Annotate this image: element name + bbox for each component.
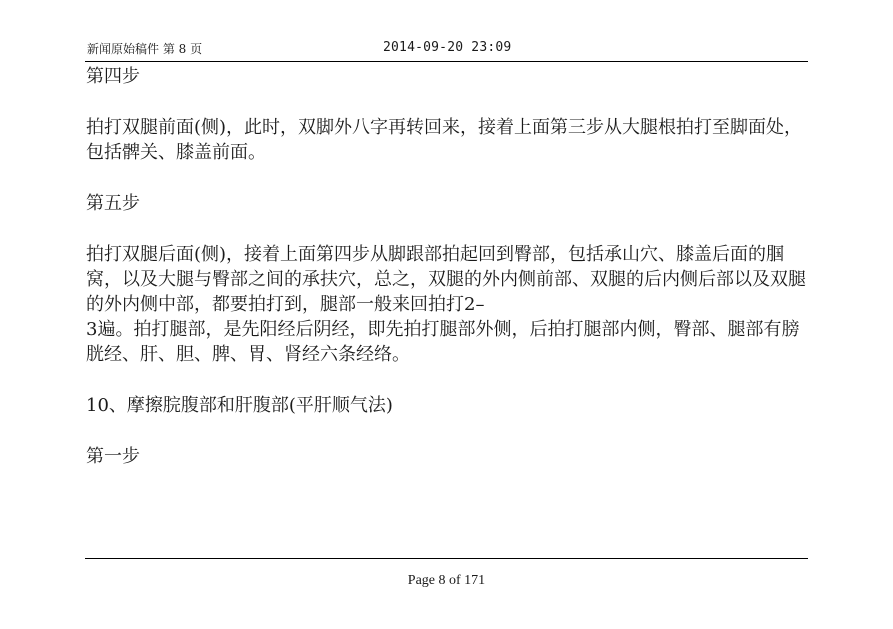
step4-heading: 第四步 — [86, 66, 140, 87]
step5-paragraph: 拍打双腿后面(侧)，接着上面第四步从脚跟部拍起回到臀部，包括承山穴、膝盖后面的腘窝，以及大腿与臀部之间的承扶穴，总之，双腿的外内侧前部、双腿的后内侧后部以及双腿的外内侧中部，都要拍打到，腿部一般来回拍打2– — [86, 244, 806, 315]
page-header-source: 新闻原始稿件 第 8 页 — [87, 42, 203, 56]
footer-divider — [85, 558, 808, 559]
document-body — [86, 64, 808, 495]
step1-heading: 第一步 — [86, 446, 140, 467]
section10-title: 10、摩擦脘腹部和肝腹部(平肝顺气法) — [86, 395, 393, 416]
step4-paragraph: 拍打双腿前面(侧)，此时，双脚外八字再转回来，接着上面第三步从大腿根拍打至脚面处，包括髀关、膝盖前面。 — [86, 117, 803, 163]
header-divider — [85, 61, 808, 62]
step5-paragraph-continued: 3遍。拍打腿部，是先阳经后阴经，即先拍打腿部外侧，后拍打腿部内侧，臀部、腿部有膀胱经、肝、胆、脾、胃、肾经六条经络。 — [86, 319, 800, 365]
page-number: Page 8 of 171 — [407, 573, 486, 588]
step5-heading: 第五步 — [86, 193, 140, 214]
page-header-datetime: 2014-09-20 23:09 — [383, 40, 512, 55]
